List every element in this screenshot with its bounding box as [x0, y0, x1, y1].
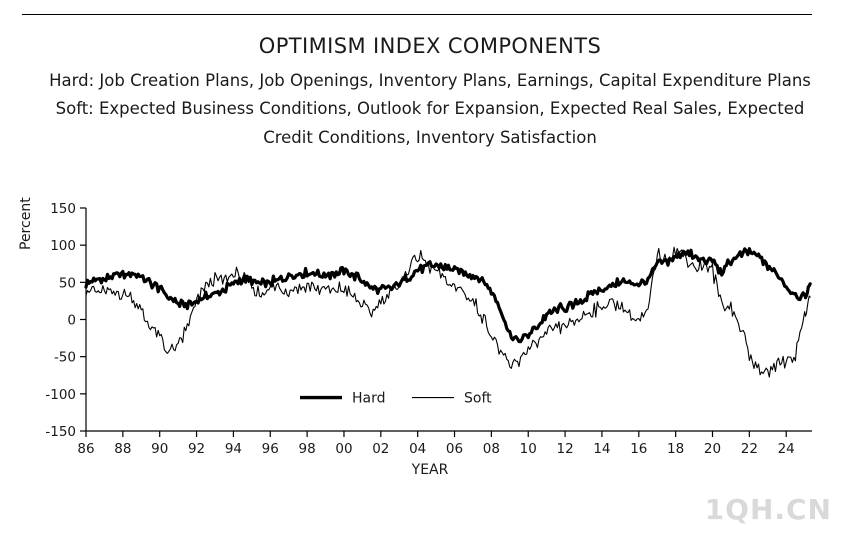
- x-tick-label: 92: [187, 441, 206, 457]
- x-tick-label: 16: [630, 441, 648, 457]
- page-title: OPTIMISM INDEX COMPONENTS: [258, 34, 602, 58]
- legend-label-hard: Hard: [352, 390, 386, 407]
- header-divider: [22, 14, 812, 15]
- subtitle-soft-line2: Credit Conditions, Inventory Satisfaction: [263, 127, 597, 147]
- x-tick-label: 96: [261, 441, 279, 457]
- x-tick-label: 94: [224, 441, 243, 457]
- x-tick-label: 20: [703, 441, 722, 457]
- subtitle-soft-line1: Soft: Expected Business Conditions, Outlook for Expansion, Expected Real Sales, Expected: [55, 99, 805, 119]
- y-tick-label: 150: [50, 201, 76, 217]
- watermark: 1QH.CN: [704, 493, 832, 526]
- x-tick-label: 00: [335, 441, 353, 457]
- x-axis-label: YEAR: [411, 462, 449, 478]
- chart-legend: [300, 391, 492, 407]
- subtitle-hard: Hard: Job Creation Plans, Job Openings, Inventory Plans, Earnings, Capital Expenditure Plans: [49, 71, 811, 90]
- x-tick-label: 12: [556, 441, 574, 457]
- x-tick-label: 02: [372, 441, 390, 457]
- x-tick-label: 14: [593, 441, 611, 457]
- x-tick-label: 90: [151, 441, 169, 457]
- y-tick-label: 100: [50, 238, 76, 255]
- y-tick-label: 0: [67, 312, 76, 329]
- x-tick-label: 88: [114, 441, 132, 457]
- x-tick-label: 04: [409, 441, 427, 457]
- x-tick-label: 22: [740, 441, 758, 457]
- x-tick-label: 18: [667, 441, 685, 457]
- y-tick-label: -150: [45, 424, 76, 440]
- x-tick-label: 98: [298, 441, 316, 457]
- x-tick-label: 08: [482, 441, 500, 457]
- legend-label-soft: Soft: [464, 390, 492, 407]
- y-tick-label: 50: [58, 275, 76, 292]
- chart-header: [0, 34, 860, 155]
- chart-area: [0, 186, 860, 486]
- y-axis-label: Percent: [18, 197, 34, 250]
- y-tick-label: -100: [45, 386, 76, 403]
- line-chart-svg: [0, 186, 860, 486]
- x-tick-label: 10: [519, 441, 537, 457]
- x-tick-label: 24: [777, 441, 795, 457]
- y-tick-label: -50: [53, 349, 76, 366]
- series-line-hard: [86, 249, 810, 342]
- x-tick-label: 86: [77, 441, 95, 457]
- x-tick-label: 06: [445, 441, 464, 457]
